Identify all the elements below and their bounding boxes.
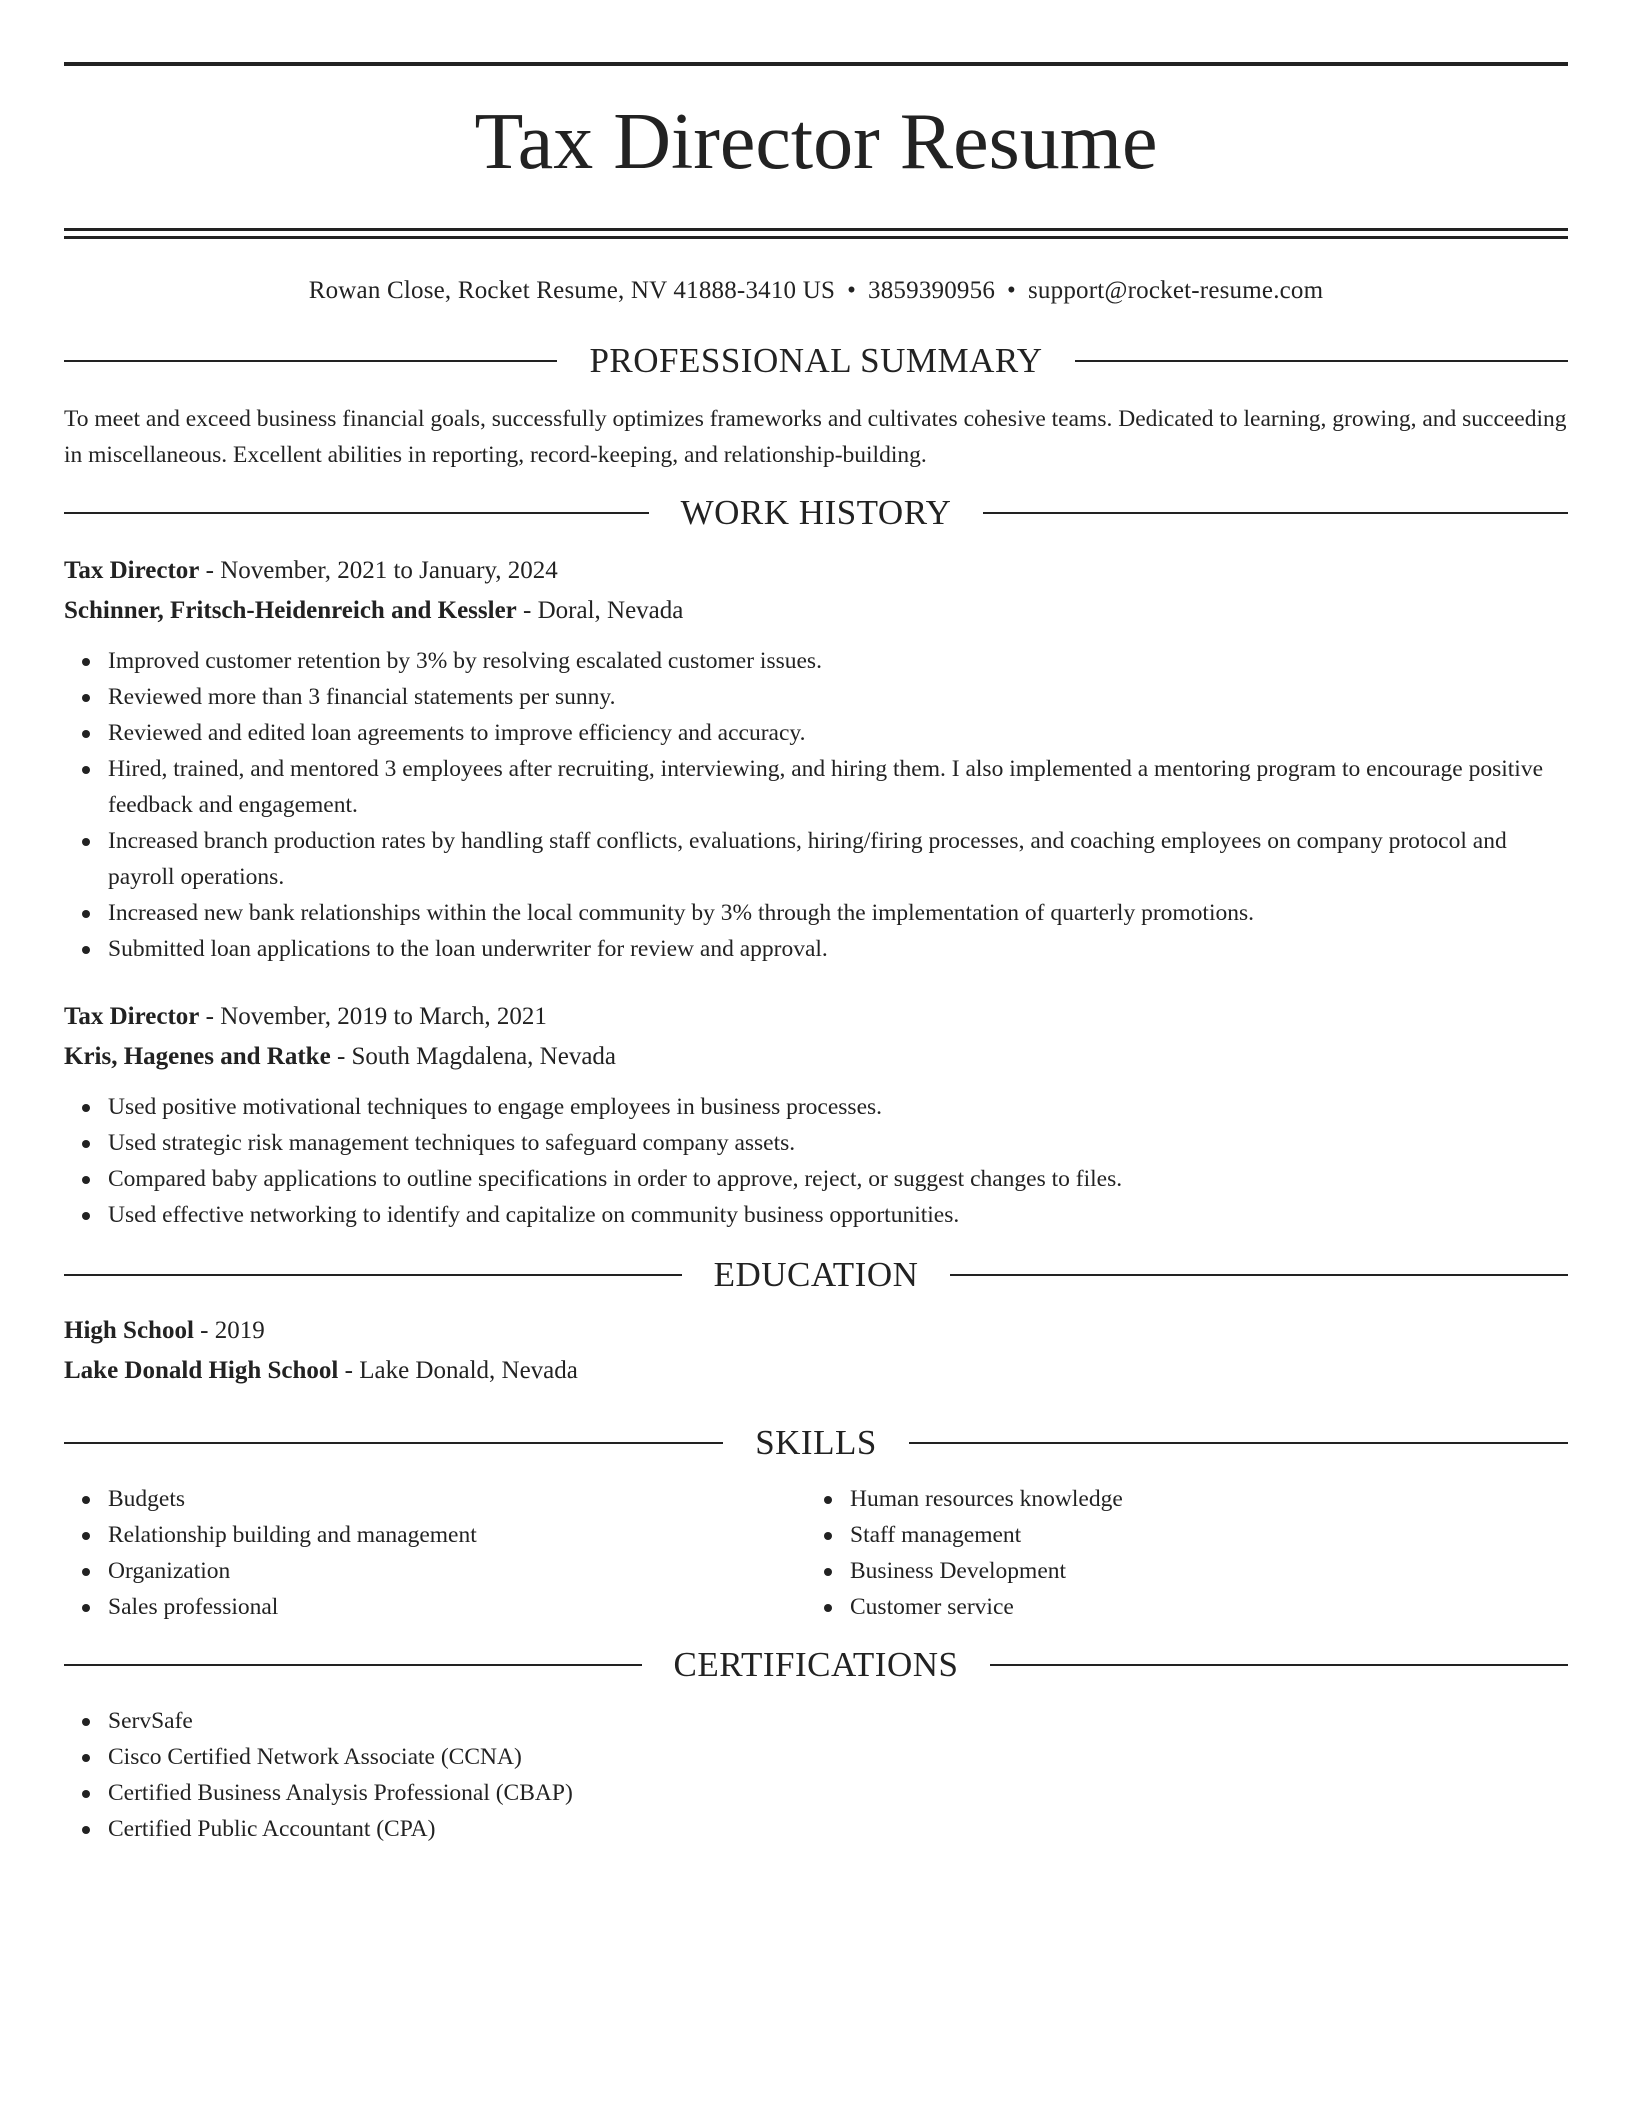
list-item: Sales professional <box>64 1589 806 1625</box>
resume-page <box>64 0 1568 1847</box>
heading-rule-left <box>64 1442 723 1444</box>
list-item: Improved customer retention by 3% by resolving escalated customer issues. <box>64 643 1568 679</box>
list-item: Compared baby applications to outline specifications in order to approve, reject, or suggest changes to files. <box>64 1161 1568 1197</box>
education-heading <box>64 1255 1568 1295</box>
certifications-list <box>64 1703 1568 1847</box>
list-item: Cisco Certified Network Associate (CCNA) <box>64 1739 1568 1775</box>
job-entry <box>64 997 1568 1233</box>
heading-rule-left <box>64 1274 682 1276</box>
list-item: Submitted loan applications to the loan underwriter for review and approval. <box>64 931 1568 967</box>
summary-heading-label: PROFESSIONAL SUMMARY <box>589 341 1043 380</box>
job-company-line <box>64 591 1568 631</box>
heading-rule-left <box>64 1664 642 1666</box>
skills-column-left <box>64 1481 806 1625</box>
job-title-line <box>64 551 1568 591</box>
contact-line <box>64 275 1568 307</box>
education-degree-line <box>64 1311 1568 1351</box>
list-item: Reviewed more than 3 financial statements per sunny. <box>64 679 1568 715</box>
job-bullets <box>64 643 1568 967</box>
heading-rule-right <box>950 1274 1568 1276</box>
heading-rule-left <box>64 360 557 362</box>
job-dates: - November, 2021 to January, 2024 <box>199 557 558 584</box>
list-item: Business Development <box>806 1553 1548 1589</box>
job-title: Tax Director <box>64 557 200 584</box>
job-bullets <box>64 1089 1568 1233</box>
list-item: Staff management <box>806 1517 1548 1553</box>
list-item: Used strategic risk management techniques to safeguard company assets. <box>64 1125 1568 1161</box>
education-school-line <box>64 1351 1568 1391</box>
contact-separator: • <box>1007 277 1016 304</box>
education-location: - Lake Donald, Nevada <box>338 1357 578 1384</box>
heading-rule-right <box>909 1442 1568 1444</box>
skills-heading <box>64 1423 1568 1463</box>
job-title-line <box>64 997 1568 1037</box>
contact-email: support@rocket-resume.com <box>1027 277 1324 304</box>
work-heading-label: WORK HISTORY <box>680 493 952 532</box>
list-item: Reviewed and edited loan agreements to improve efficiency and accuracy. <box>64 715 1568 751</box>
list-item: Organization <box>64 1553 806 1589</box>
contact-address: Rowan Close, Rocket Resume, NV 41888-3410 US <box>308 277 836 304</box>
list-item: ServSafe <box>64 1703 1568 1739</box>
job-company: Kris, Hagenes and Ratke <box>64 1043 331 1070</box>
skills-heading-label: SKILLS <box>755 1423 877 1462</box>
education-degree: High School <box>64 1317 194 1344</box>
list-item: Used effective networking to identify and capitalize on community business opportunities. <box>64 1197 1568 1233</box>
heading-rule-right <box>990 1664 1568 1666</box>
list-item: Used positive motivational techniques to engage employees in business processes. <box>64 1089 1568 1125</box>
list-item: Relationship building and management <box>64 1517 806 1553</box>
certifications-heading <box>64 1645 1568 1685</box>
skills-grid <box>64 1481 1568 1625</box>
summary-heading <box>64 341 1568 381</box>
list-item: Hired, trained, and mentored 3 employees after recruiting, interviewing, and hiring them. I also implemented a mentoring program to encourage positive feedback and engagement. <box>64 751 1568 823</box>
heading-rule-left <box>64 512 649 514</box>
education-heading-label: EDUCATION <box>713 1255 919 1294</box>
title-double-rule <box>64 228 1568 239</box>
skills-column-right <box>806 1481 1548 1625</box>
list-item: Increased new bank relationships within the local community by 3% through the implementation of quarterly promotions. <box>64 895 1568 931</box>
education-school: Lake Donald High School <box>64 1357 339 1384</box>
job-company-line <box>64 1037 1568 1077</box>
contact-phone: 3859390956 <box>868 277 996 304</box>
heading-rule-right <box>983 512 1568 514</box>
education-entry <box>64 1311 1568 1391</box>
heading-rule-right <box>1075 360 1568 362</box>
job-dates: - November, 2019 to March, 2021 <box>199 1003 547 1030</box>
job-title: Tax Director <box>64 1003 200 1030</box>
job-location: - Doral, Nevada <box>516 597 684 624</box>
summary-text: To meet and exceed business financial goals, successfully optimizes frameworks and cultivates cohesive teams. Dedicated to learning, growing, and succeeding in miscellaneous. Excellent abilities in reporting, record-keeping, and relationship-building. <box>64 406 1567 468</box>
job-company: Schinner, Fritsch-Heidenreich and Kessler <box>64 597 517 624</box>
work-heading <box>64 493 1568 533</box>
list-item: Human resources knowledge <box>806 1481 1548 1517</box>
list-item: Certified Business Analysis Professional (CBAP) <box>64 1775 1568 1811</box>
job-location: - South Magdalena, Nevada <box>330 1043 617 1070</box>
page-title: Tax Director Resume <box>474 98 1158 186</box>
education-year: - 2019 <box>193 1317 265 1344</box>
certifications-heading-label: CERTIFICATIONS <box>673 1645 959 1684</box>
list-item: Certified Public Accountant (CPA) <box>64 1811 1568 1847</box>
top-rule <box>64 62 1568 66</box>
contact-separator: • <box>847 277 857 304</box>
list-item: Budgets <box>64 1481 806 1517</box>
job-entry <box>64 551 1568 967</box>
list-item: Customer service <box>806 1589 1548 1625</box>
list-item: Increased branch production rates by handling staff conflicts, evaluations, hiring/firing processes, and coaching employees on company protocol and payroll operations. <box>64 823 1568 895</box>
